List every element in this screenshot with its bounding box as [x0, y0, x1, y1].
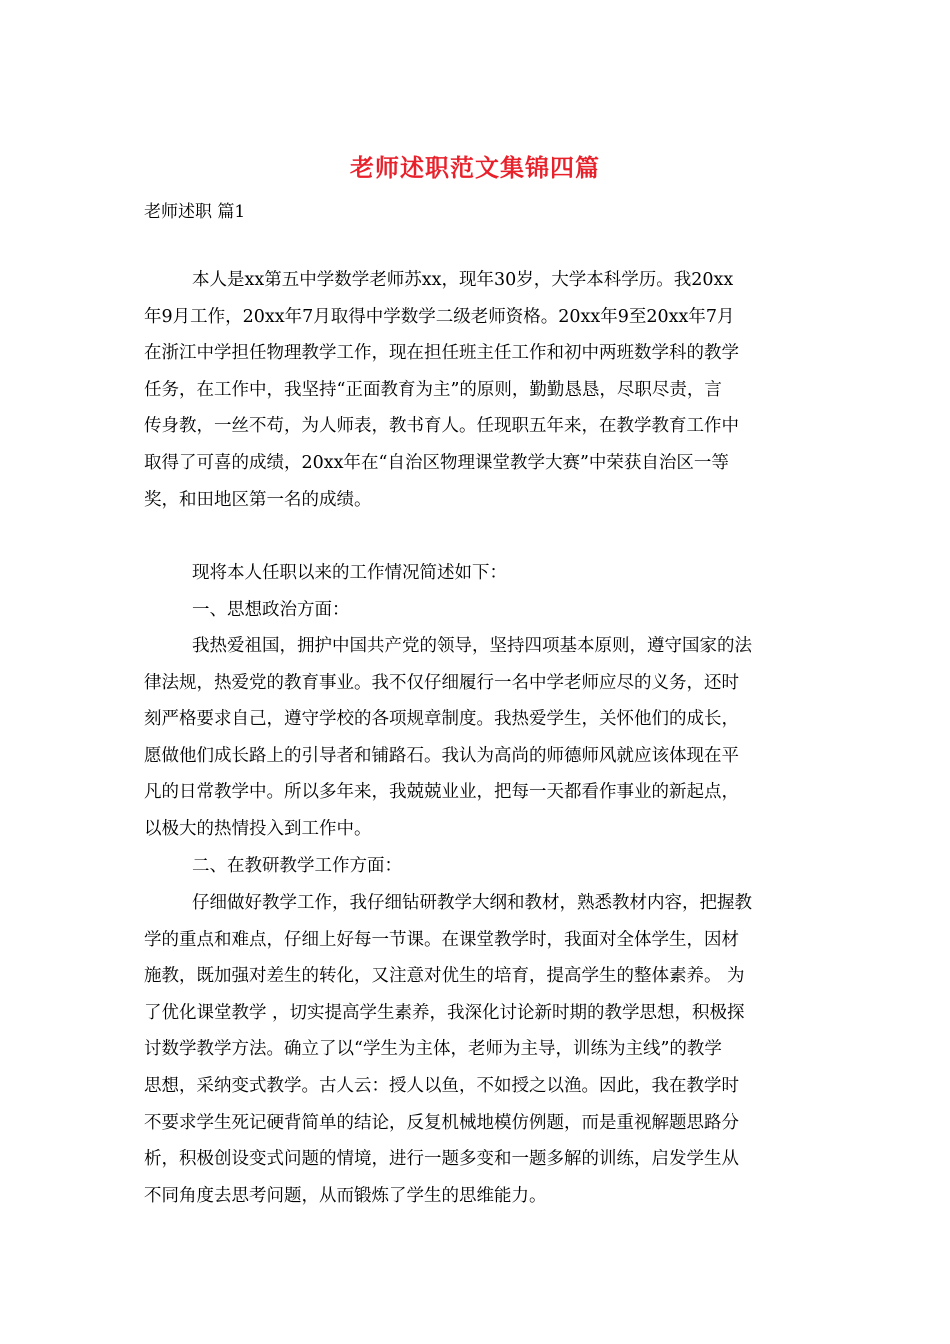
paragraph-3 [144, 885, 806, 1214]
paragraph-line: 任务，在工作中，我坚持“正面教育为主”的原则，勤勤恳恳，尽职尽责，言 [144, 379, 722, 400]
paragraph-1 [144, 262, 806, 518]
intro-block [144, 555, 806, 628]
paragraph-line: 不同角度去思考问题，从而锻炼了学生的思维能力。 [144, 1185, 547, 1206]
document-title: 老师述职范文集锦四篇 [350, 153, 600, 182]
paragraph-line: 本人是xx第五中学数学老师苏xx，现年30岁，大学本科学历。我20xx [192, 270, 734, 290]
paragraph-line: 仔细做好教学工作，我仔细钻研教学大纲和教材，熟悉教材内容，把握教 [192, 893, 752, 913]
paragraph-line: 奖，和田地区第一名的成绩。 [144, 489, 372, 510]
intro-text: 现将本人任职以来的工作情况简述如下： [192, 563, 507, 583]
paragraph-line: 施教，既加强对差生的转化，又注意对优生的培育，提高学生的整体素养。 为 [144, 966, 745, 987]
paragraph-line: 取得了可喜的成绩，20xx年在“自治区物理课堂教学大赛”中荣获自治区一等 [144, 452, 729, 473]
paragraph-line: 了优化课堂教学 ，切实提高学生素养，我深化讨论新时期的教学思想，积极探 [144, 1002, 745, 1023]
paragraph-line: 刻严格要求自己，遵守学校的各项规章制度。我热爱学生，关怀他们的成长， [144, 709, 739, 730]
paragraph-line: 在浙江中学担任物理教学工作，现在担任班主任工作和初中两班数学科的教学 [144, 343, 739, 364]
paragraph-line: 析，积极创设变式问题的情境，进行一题多变和一题多解的训练，启发学生从 [144, 1149, 739, 1170]
paragraph-line: 思想，采纳变式教学。古人云：授人以鱼，不如授之以渔。因此，我在教学时 [144, 1075, 739, 1096]
paragraph-line: 愿做他们成长路上的引导者和铺路石。我认为高尚的师德师风就应该体现在平 [144, 745, 739, 766]
paragraph-line: 凡的日常教学中。所以多年来，我兢兢业业，把每一天都看作事业的新起点， [144, 782, 739, 803]
paragraph-line: 讨数学教学方法。确立了以“学生为主体，老师为主导，训练为主线”的教学 [144, 1039, 722, 1060]
paragraph-2 [144, 628, 806, 884]
paragraph-line: 以极大的热情投入到工作中。 [144, 818, 372, 839]
paragraph-line: 学的重点和难点，仔细上好每一节课。在课堂教学时，我面对全体学生，因材 [144, 929, 739, 950]
paragraph-line: 律法规，热爱党的教育事业。我不仅仔细履行一名中学老师应尽的义务，还时 [144, 672, 739, 693]
section-label: 老师述职 篇1 [144, 202, 246, 222]
paragraph-line: 传身教，一丝不苟，为人师表，教书育人。任现职五年来，在教学教育工作中 [144, 416, 739, 437]
heading-political: 一、思想政治方面： [192, 599, 350, 620]
paragraph-line: 年9月工作，20xx年7月取得中学数学二级老师资格。20xx年9至20xx年7月 [144, 306, 735, 327]
paragraph-line: 不要求学生死记硬背简单的结论，反复机械地模仿例题，而是重视解题思路分 [144, 1112, 739, 1133]
heading-teaching: 二、在教研教学工作方面： [192, 855, 402, 876]
paragraph-line: 我热爱祖国，拥护中国共产党的领导，坚持四项基本原则，遵守国家的法 [192, 636, 752, 656]
